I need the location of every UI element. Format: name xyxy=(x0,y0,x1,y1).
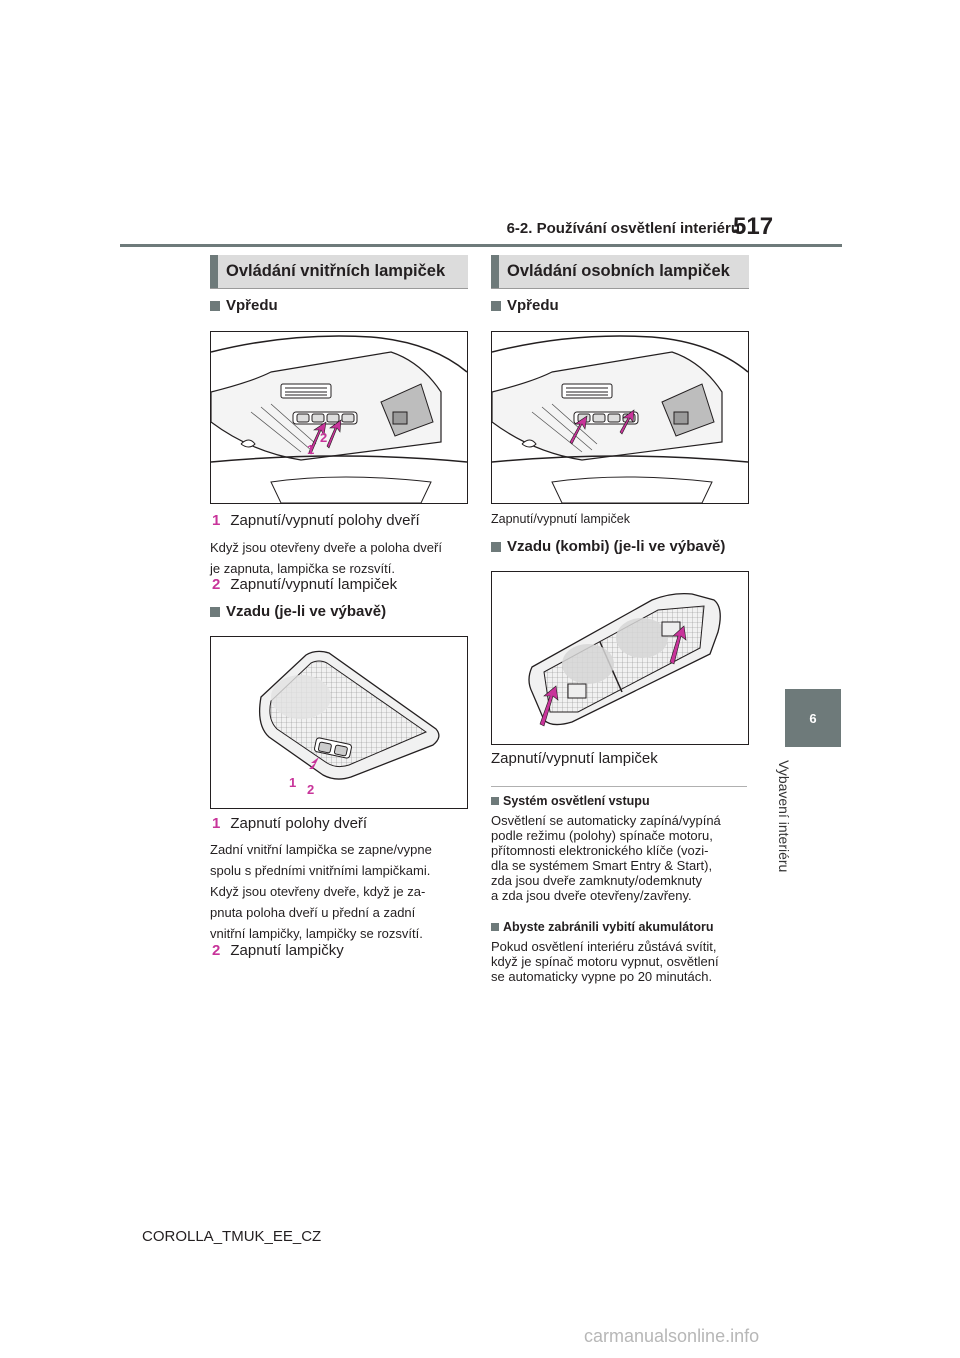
heading-bar xyxy=(491,255,499,288)
rear-note-1 xyxy=(210,839,432,881)
note-line: spolu s předními vnitřními lampičkami. xyxy=(210,863,431,878)
rear-interior-lamp-figure xyxy=(210,636,468,809)
rear-item-2 xyxy=(212,942,344,959)
figure-label-2: 2 xyxy=(320,430,328,445)
item-number: 2 xyxy=(212,576,221,593)
note-line: pnuta poloha dveří u přední a zadní xyxy=(210,905,416,920)
figure-label-1: 1 xyxy=(307,442,315,457)
item-text: Zapnutí/vypnutí polohy dveří xyxy=(230,512,420,529)
right-front-subheading xyxy=(491,297,559,314)
figure-label-2: 2 xyxy=(307,782,315,797)
chapter-label-text: Vybavení interiéru xyxy=(776,760,792,873)
front-note-1 xyxy=(210,537,442,579)
left-front-subheading xyxy=(210,297,278,314)
right-rear-subheading-text: Vzadu (kombi) (je-li ve výbavě) xyxy=(507,538,726,555)
left-rear-subheading-text: Vzadu (je-li ve výbavě) xyxy=(226,603,387,620)
right-front-caption: Zapnutí/vypnutí lampiček xyxy=(491,512,630,526)
info2-title-text: Abyste zabránili vybití akumulátoru xyxy=(503,920,714,934)
note-line: je zapnuta, lampička se rozsvítí. xyxy=(210,561,395,576)
item-number: 1 xyxy=(212,512,221,529)
right-rear-caption: Zapnutí/vypnutí lampiček xyxy=(491,750,658,767)
square-bullet-icon xyxy=(491,923,499,931)
info1-title-text: Systém osvětlení vstupu xyxy=(503,794,650,808)
info-line: Pokud osvětlení interiéru zůstává svítit, xyxy=(491,939,717,954)
rear-personal-lamp-figure xyxy=(491,571,749,745)
front-personal-lamp-illustration xyxy=(492,332,748,503)
info-line: dla se systémem Smart Entry & Start), xyxy=(491,858,713,873)
item-number: 2 xyxy=(212,942,221,959)
figure-label-1: 1 xyxy=(289,775,297,790)
square-bullet-icon xyxy=(491,797,499,805)
info-line: zda jsou dveře zamknuty/odemknuty xyxy=(491,873,702,888)
rear-personal-lamp-illustration xyxy=(492,572,748,744)
rear-note-2 xyxy=(210,881,425,944)
square-bullet-icon xyxy=(210,301,220,311)
front-personal-lamp-figure xyxy=(491,331,749,504)
front-interior-lamp-illustration xyxy=(211,332,467,503)
front-item-2 xyxy=(212,576,397,593)
note-line: vnitřní lampičky, lampičky se rozsvítí. xyxy=(210,926,423,941)
info1-title xyxy=(491,794,650,808)
note-line: Zadní vnitřní lampička se zapne/vypne xyxy=(210,842,432,857)
square-bullet-icon xyxy=(210,607,220,617)
note-line: Když jsou otevřeny dveře a poloha dveří xyxy=(210,540,442,555)
right-front-subheading-text: Vpředu xyxy=(507,297,559,314)
info1-body xyxy=(491,813,721,903)
info-line: a zda jsou dveře otevřeny/zavřeny. xyxy=(491,888,692,903)
chapter-label xyxy=(772,760,812,890)
footer-code: COROLLA_TMUK_EE_CZ xyxy=(142,1228,322,1245)
item-text: Zapnutí/vypnutí lampiček xyxy=(230,576,398,593)
item-text: Zapnutí lampičky xyxy=(230,942,344,959)
watermark: carmanualsonline.info xyxy=(584,1326,760,1346)
square-bullet-icon xyxy=(491,301,501,311)
square-bullet-icon xyxy=(491,542,501,552)
info-line: když je spínač motoru vypnut, osvětlení xyxy=(491,954,719,969)
info-line: podle režimu (polohy) spínače motoru, xyxy=(491,828,713,843)
info2-body xyxy=(491,939,719,984)
left-heading-text: Ovládání vnitřních lampiček xyxy=(226,262,446,280)
item-text: Zapnutí polohy dveří xyxy=(230,815,368,832)
left-rear-subheading xyxy=(210,603,386,620)
rear-item-1 xyxy=(212,815,367,832)
front-interior-lamp-figure xyxy=(210,331,468,504)
left-front-subheading-text: Vpředu xyxy=(226,297,278,314)
chapter-tab[interactable] xyxy=(785,689,841,747)
left-heading xyxy=(210,255,468,289)
info-divider xyxy=(491,786,747,787)
page-number: 517 xyxy=(733,213,774,240)
right-rear-subheading xyxy=(491,538,725,555)
right-heading-text: Ovládání osobních lampiček xyxy=(507,262,730,280)
info-line: Osvětlení se automaticky zapíná/vypíná xyxy=(491,813,721,828)
front-item-1 xyxy=(212,512,420,529)
right-heading xyxy=(491,255,749,289)
item-number: 1 xyxy=(212,815,221,832)
info-line: přítomnosti elektronického klíče (vozi- xyxy=(491,843,709,858)
info2-title xyxy=(491,920,713,934)
section-title: 6-2. Používání osvětlení interiéru xyxy=(506,220,740,237)
info-line: se automaticky vypne po 20 minutách. xyxy=(491,969,713,984)
heading-bar xyxy=(210,255,218,288)
chapter-number: 6 xyxy=(809,710,817,726)
header-rule xyxy=(120,244,842,247)
rear-interior-lamp-illustration xyxy=(211,637,467,808)
note-line: Když jsou otevřeny dveře, když je za- xyxy=(210,884,426,899)
